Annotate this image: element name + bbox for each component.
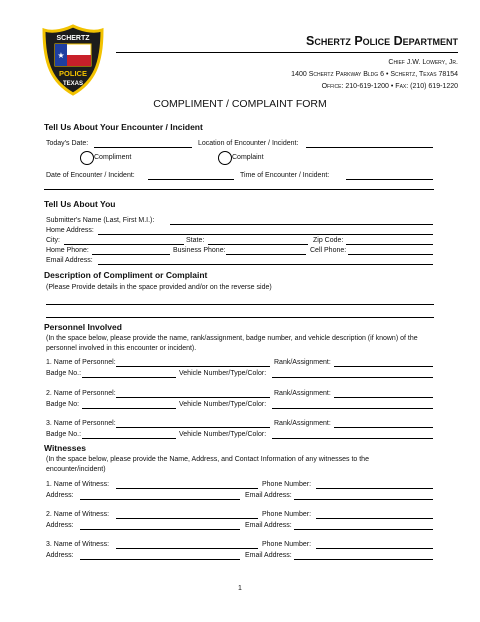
state-field[interactable] — [208, 244, 308, 245]
compliment-label: Compliment — [94, 154, 132, 161]
witness-name-label: 3. Name of Witness: — [46, 541, 110, 548]
phone-line: Office: 210-619-1200 • Fax: (210) 619-1220 — [321, 83, 458, 90]
address-line: 1400 Schertz Parkway Bldg 6 • Schertz, Texas 78154 — [291, 71, 458, 78]
witness-email-field[interactable] — [294, 559, 433, 560]
zip-label: Zip Code: — [313, 237, 344, 244]
description-heading: Description of Compliment or Complaint — [44, 270, 208, 280]
police-badge-logo — [42, 24, 104, 96]
witnesses-heading: Witnesses — [44, 443, 86, 453]
business-phone-label: Business Phone: — [173, 247, 226, 254]
encounter-heading: Tell Us About Your Encounter / Incident — [44, 122, 203, 132]
witness-name-field[interactable] — [116, 488, 258, 489]
home-address-label: Home Address: — [46, 227, 94, 234]
header-rule — [116, 52, 458, 53]
rank-field[interactable] — [334, 366, 433, 367]
witness-phone-field[interactable] — [316, 488, 433, 489]
badge-number-label: Badge No.: — [46, 370, 82, 377]
vehicle-label: Vehicle Number/Type/Color: — [179, 370, 267, 377]
personnel-name-label: 2. Name of Personnel: — [46, 390, 116, 397]
witness-email-label: Email Address: — [245, 522, 292, 529]
rank-label: Rank/Assignment: — [274, 359, 331, 366]
form-title: COMPLIMENT / COMPLAINT FORM — [153, 98, 327, 110]
witness-address-label: Address: — [46, 552, 74, 559]
personnel-heading: Personnel Involved — [44, 322, 122, 332]
badge-number-field[interactable] — [82, 438, 176, 439]
cell-phone-label: Cell Phone: — [310, 247, 347, 254]
personnel-note-2: personnel involved in this encounter or incident). — [46, 345, 197, 352]
about-heading: Tell Us About You — [44, 199, 116, 209]
witness-address-label: Address: — [46, 492, 74, 499]
witnesses-note-1: (In the space below, please provide the Name, Address, and Contact Information of any witnesses to the — [46, 456, 369, 463]
complaint-label: Complaint — [232, 154, 264, 161]
zip-field[interactable] — [346, 244, 433, 245]
state-label: State: — [186, 237, 205, 244]
vehicle-label: Vehicle Number/Type/Color: — [179, 431, 267, 438]
rank-field[interactable] — [334, 397, 433, 398]
witness-email-field[interactable] — [294, 499, 433, 500]
personnel-note-1: (In the space below, please provide the name, rank/assignment, badge number, and vehicle description (if known) of the — [46, 335, 418, 342]
submitter-name-label: Submitter's Name (Last, First M.I.): — [46, 217, 155, 224]
witness-name-field[interactable] — [116, 548, 258, 549]
submitter-name-field[interactable] — [170, 224, 433, 225]
witness-name-label: 2. Name of Witness: — [46, 511, 110, 518]
witness-address-field[interactable] — [80, 499, 240, 500]
rank-label: Rank/Assignment: — [274, 390, 331, 397]
personnel-name-field[interactable] — [116, 427, 270, 428]
description-line-2[interactable] — [46, 317, 434, 318]
svg-text:★: ★ — [57, 51, 65, 60]
witness-name-field[interactable] — [116, 518, 258, 519]
witness-address-field[interactable] — [80, 529, 240, 530]
encounter-time-field[interactable] — [346, 179, 433, 180]
rank-field[interactable] — [334, 427, 433, 428]
vehicle-field[interactable] — [272, 408, 433, 409]
witness-phone-field[interactable] — [316, 548, 433, 549]
witness-email-label: Email Address: — [245, 552, 292, 559]
witness-phone-label: Phone Number: — [262, 541, 312, 548]
chief-name: Chief J.W. Lowery, Jr. — [388, 59, 458, 66]
city-label: City: — [46, 237, 60, 244]
location-field[interactable] — [306, 147, 433, 148]
badge-mid-text: POLICE — [59, 69, 87, 78]
encounter-time-label: Time of Encounter / Incident: — [240, 172, 330, 179]
personnel-name-field[interactable] — [116, 366, 270, 367]
page-number: 1 — [238, 585, 242, 592]
personnel-name-field[interactable] — [116, 397, 270, 398]
cell-phone-field[interactable] — [348, 254, 433, 255]
badge-top-text: SCHERTZ — [56, 35, 90, 42]
witness-phone-label: Phone Number: — [262, 481, 312, 488]
email-field[interactable] — [98, 264, 433, 265]
vehicle-field[interactable] — [272, 377, 433, 378]
witness-phone-field[interactable] — [316, 518, 433, 519]
encounter-date-label: Date of Encounter / Incident: — [46, 172, 135, 179]
home-phone-label: Home Phone: — [46, 247, 89, 254]
encounter-date-field[interactable] — [148, 179, 234, 180]
location-label: Location of Encounter / Incident: — [198, 140, 299, 147]
badge-number-label: Badge No.: — [46, 431, 82, 438]
badge-bot-text: TEXAS — [62, 81, 84, 87]
badge-number-label: Badge No: — [46, 401, 80, 408]
city-field[interactable] — [64, 244, 184, 245]
email-label: Email Address: — [46, 257, 93, 264]
business-phone-field[interactable] — [226, 254, 306, 255]
todays-date-field[interactable] — [94, 147, 192, 148]
home-address-field[interactable] — [98, 234, 433, 235]
personnel-name-label: 3. Name of Personnel: — [46, 420, 116, 427]
witness-email-label: Email Address: — [245, 492, 292, 499]
witness-phone-label: Phone Number: — [262, 511, 312, 518]
vehicle-label: Vehicle Number/Type/Color: — [179, 401, 267, 408]
witnesses-note-2: encounter/incident) — [46, 466, 106, 473]
compliment-checkbox[interactable] — [80, 151, 94, 165]
witness-address-field[interactable] — [80, 559, 240, 560]
personnel-name-label: 1. Name of Personnel: — [46, 359, 116, 366]
home-phone-field[interactable] — [92, 254, 170, 255]
witness-email-field[interactable] — [294, 529, 433, 530]
description-note: (Please Provide details in the space provided and/or on the reverse side) — [46, 284, 272, 291]
rank-label: Rank/Assignment: — [274, 420, 331, 427]
witness-address-label: Address: — [46, 522, 74, 529]
complaint-checkbox[interactable] — [218, 151, 232, 165]
vehicle-field[interactable] — [272, 438, 433, 439]
todays-date-label: Today's Date: — [46, 140, 89, 147]
section-rule — [44, 189, 434, 190]
badge-number-field[interactable] — [82, 408, 176, 409]
department-name: Schertz Police Department — [306, 34, 458, 48]
witness-name-label: 1. Name of Witness: — [46, 481, 110, 488]
badge-number-field[interactable] — [82, 377, 176, 378]
description-line-1[interactable] — [46, 304, 434, 305]
